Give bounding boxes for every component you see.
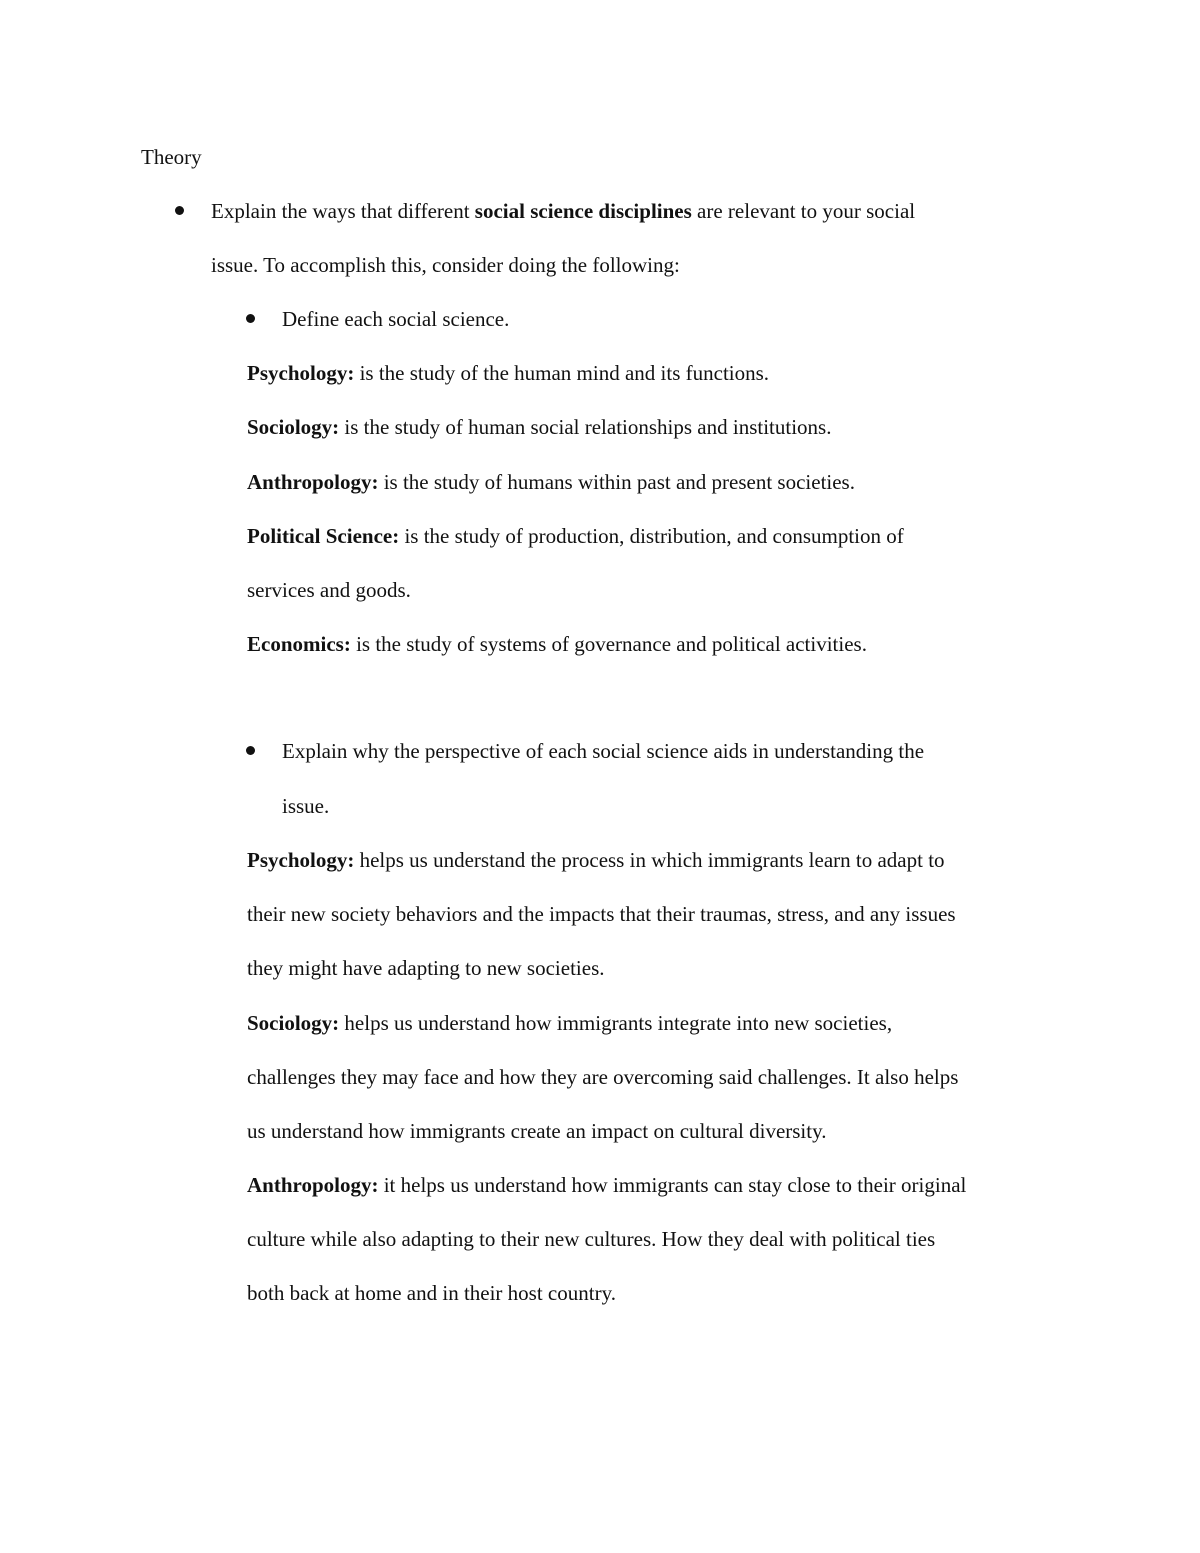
perspective-text: it helps us understand how immigrants can stay close to their original <box>378 1173 967 1197</box>
definition-political-science-line-2: services and goods. <box>247 578 411 602</box>
page-heading: Theory <box>141 145 202 169</box>
perspective-psychology-line-2: their new society behaviors and the impacts that their traumas, stress, and any issues <box>247 902 956 926</box>
perspective-sociology-line-2: challenges they may face and how they are overcoming said challenges. It also helps <box>247 1065 959 1089</box>
perspective-anthropology-line-1 <box>247 1172 966 1198</box>
bullet-1-text-before: Explain the ways that different <box>211 199 475 223</box>
bullet-1-text-after: are relevant to your social <box>691 199 916 223</box>
definition-economics <box>247 631 867 657</box>
perspective-text: helps us understand the process in which immigrants learn to adapt to <box>354 848 945 872</box>
sub-bullet-2-line-1: Explain why the perspective of each social science aids in understanding the <box>282 739 925 763</box>
definition-psychology <box>247 360 769 386</box>
sub-bullet-dot-icon <box>246 746 255 755</box>
bullet-dot-icon <box>175 206 184 215</box>
perspective-term: Sociology: <box>247 1011 340 1035</box>
definition-text: is the study of human social relationships and institutions. <box>339 415 832 439</box>
bullet-1-line-2: issue. To accomplish this, consider doing the following: <box>211 253 680 277</box>
perspective-text: helps us understand how immigrants integrate into new societies, <box>339 1011 893 1035</box>
perspective-term: Psychology: <box>247 848 355 872</box>
perspective-psychology-line-1 <box>247 847 945 873</box>
definition-term: Political Science: <box>247 524 400 548</box>
definition-text: is the study of humans within past and present societies. <box>378 470 855 494</box>
definition-text: is the study of systems of governance and political activities. <box>350 632 867 656</box>
perspective-sociology-line-1 <box>247 1010 892 1036</box>
definition-sociology <box>247 414 831 440</box>
definition-text: is the study of the human mind and its functions. <box>354 361 770 385</box>
definition-term: Sociology: <box>247 415 340 439</box>
bullet-1-line-1 <box>211 198 915 224</box>
perspective-sociology-line-3: us understand how immigrants create an impact on cultural diversity. <box>247 1119 827 1143</box>
sub-bullet-dot-icon <box>246 314 255 323</box>
sub-bullet-1-text: Define each social science. <box>282 307 510 331</box>
definition-term: Economics: <box>247 632 351 656</box>
bullet-1-bold-text: social science disciplines <box>474 199 692 223</box>
perspective-anthropology-line-3: both back at home and in their host country. <box>247 1281 616 1305</box>
definition-term: Psychology: <box>247 361 355 385</box>
sub-bullet-2-line-2: issue. <box>282 794 330 818</box>
definition-text: is the study of production, distribution, and consumption of <box>399 524 904 548</box>
perspective-psychology-line-3: they might have adapting to new societies. <box>247 956 605 980</box>
definition-term: Anthropology: <box>247 470 379 494</box>
perspective-term: Anthropology: <box>247 1173 379 1197</box>
perspective-anthropology-line-2: culture while also adapting to their new cultures. How they deal with political ties <box>247 1227 936 1251</box>
definition-political-science <box>247 523 904 549</box>
definition-anthropology <box>247 469 855 495</box>
